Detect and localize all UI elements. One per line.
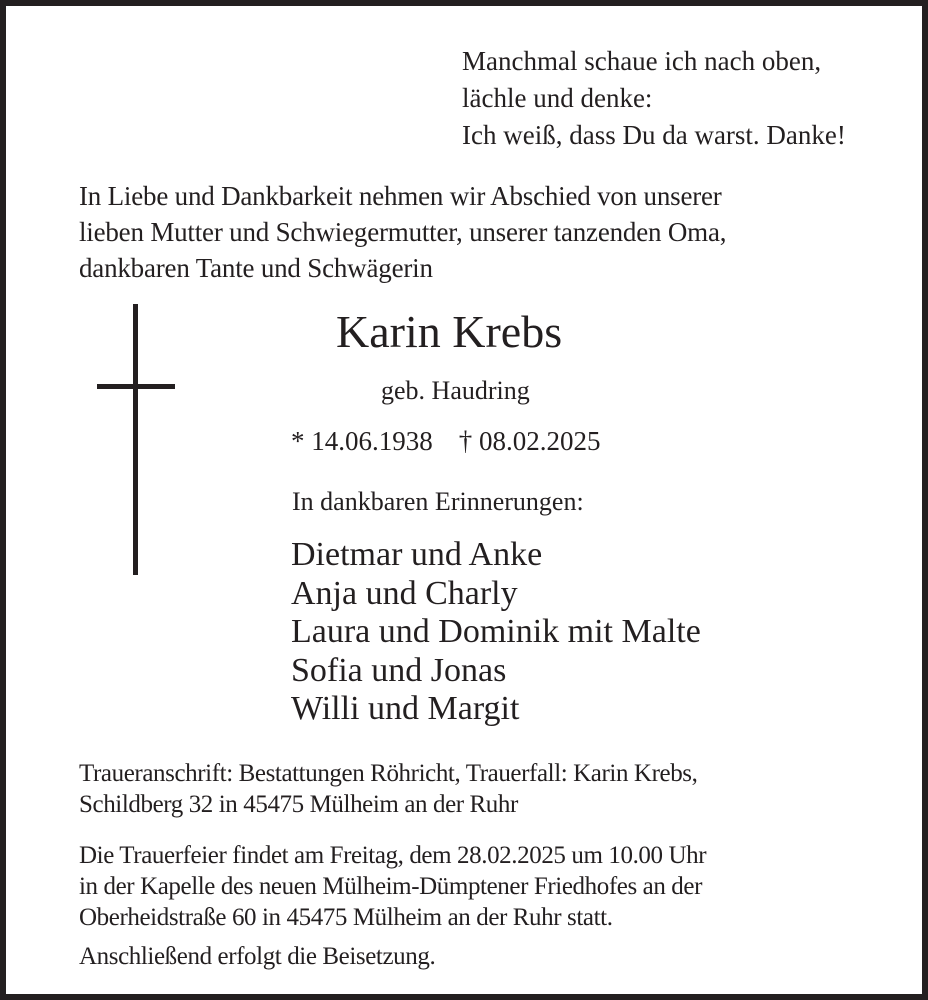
- deceased-name: Karin Krebs: [336, 306, 563, 357]
- life-dates: [291, 423, 601, 459]
- burial-note: Anschließend erfolgt die Beisetzung.: [79, 943, 436, 970]
- intro-line: dankbaren Tante und Schwägerin: [79, 253, 433, 283]
- mourner-item: Sofia und Jonas: [291, 651, 507, 689]
- mourner-item: Dietmar und Anke: [291, 536, 543, 573]
- mourning-address: [79, 758, 697, 820]
- poem-line: Ich weiß, dass Du da warst. Danke!: [462, 120, 846, 150]
- cross-horizontal-bar: [97, 384, 175, 389]
- intro-line: In Liebe und Dankbarkeit nehmen wir Abschied von unserer: [79, 181, 722, 211]
- ceremony-line: Oberheidstraße 60 in 45475 Mülheim an der Ruhr statt.: [79, 904, 613, 931]
- poem-line: Manchmal schaue ich nach oben,: [462, 46, 822, 76]
- birth-name: geb. Haudring: [381, 376, 530, 405]
- mourner-item: Willi und Margit: [291, 690, 520, 727]
- poem: [462, 43, 846, 154]
- memory-label: In dankbaren Erinnerungen:: [292, 487, 584, 516]
- death-date: † 08.02.2025: [458, 426, 601, 456]
- birth-date: * 14.06.1938: [291, 426, 433, 456]
- mourners-list: [291, 536, 701, 729]
- cross-vertical-bar: [133, 304, 138, 575]
- mourner-item: Laura und Dominik mit Malte: [291, 613, 701, 650]
- ceremony-line: in der Kapelle des neuen Mülheim-Dümptener Friedhofes an der: [79, 873, 703, 900]
- ceremony-line: Die Trauerfeier findet am Freitag, dem 28.02.2025 um 10.00 Uhr: [79, 842, 707, 869]
- ceremony-info: [79, 840, 706, 933]
- address-line: Schildberg 32 in 45475 Mülheim an der Ruhr: [79, 791, 518, 818]
- address-line: Traueranschrift: Bestattungen Röhricht, Trauerfall: Karin Krebs,: [79, 760, 698, 787]
- intro-line: lieben Mutter und Schwiegermutter, unserer tanzenden Oma,: [79, 217, 727, 247]
- intro-text: [79, 178, 726, 286]
- mourner-item: Anja und Charly: [291, 574, 518, 612]
- poem-line: lächle und denke:: [462, 83, 653, 113]
